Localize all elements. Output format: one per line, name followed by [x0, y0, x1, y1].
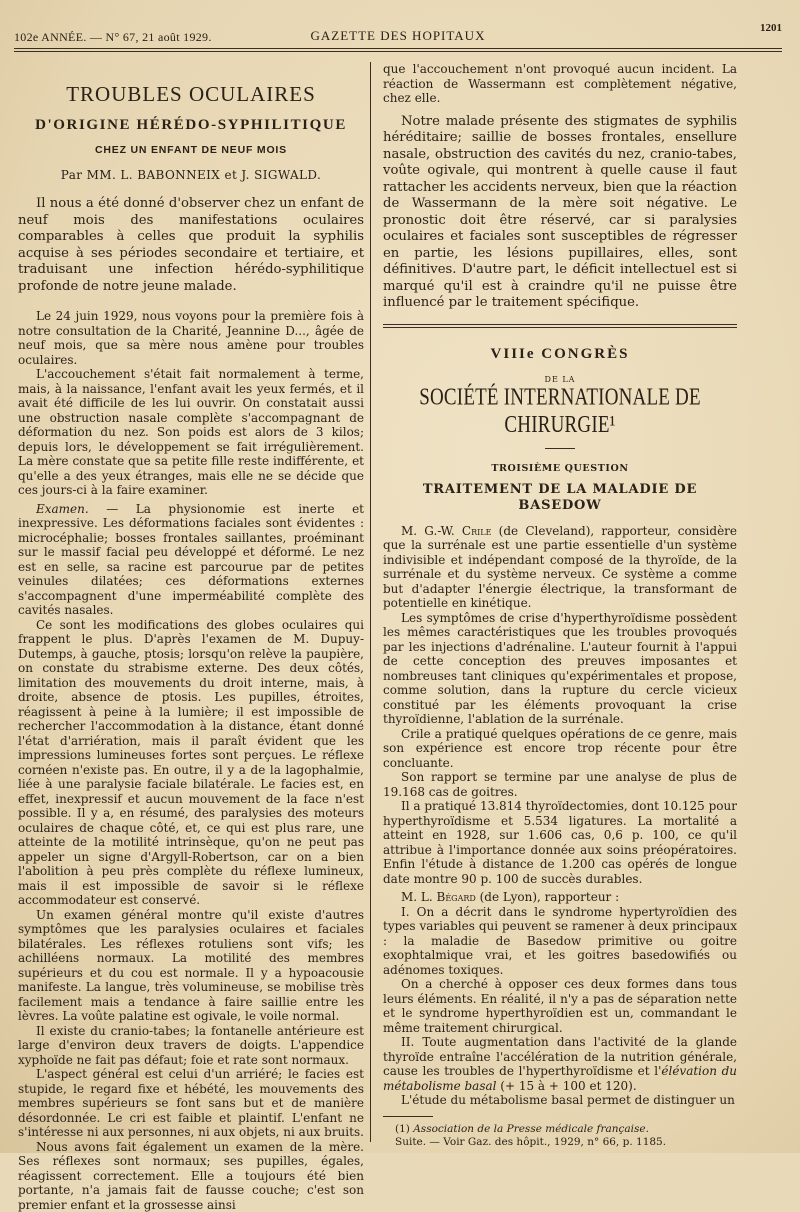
paragraph: [383, 890, 737, 905]
paragraph: Il existe du cranio-tabes; la fontanelle antérieure est large d'environ deux travers de doigts. L'appendice xyphoïde ne fait pas défaut; foie et rate sont normaux.: [18, 1024, 364, 1068]
intro-paragraph: Il nous a été donné d'observer chez un enfant de neuf mois des manifestations oculaires comparables à celles que produit la syphilis acquise à ses périodes secondaire et tertiaire, et traduisant une infection hérédo-syphilitique profonde de notre jeune malade.: [18, 196, 364, 295]
rapporteur-name: M. G.-W. Crile: [401, 524, 491, 538]
paragraph: Ce sont les modifications des globes oculaires qui frappent le plus. D'après l'examen de M. Dupuy-Dutemps, à gauche, ptosis; lorsqu'on relève la paupière, on constate du strabisme externe. Des deux côtés, limitation des mouvements du droit interne, mais, à droite, absence de ptosis. Les pupilles, étroites, réagissent à peine à la lumière; il est impossible de rechercher l'accommodation à la distance, étant donné l'état d'arriération, mais il paraît évident que les impressions lumineuses fortes sont perçues. Le réflexe cornéen n'existe pas. En outre, il y a de la lagophalmie, liée à une paralysie faciale bilatérale. Le facies est, en effet, inexpressif et aucun mouvement de la face n'est possible. Il y a, en résumé, des paralysies des moteurs oculaires de chaque côté, et, ce qui est plus rare, une atteinte de la motilité intrinsèque, qu'on ne peut pas appeler un signe d'Argyll-Robertson, car on a bien l'abolition à peu près complète du réflexe lumineux, mais il est impossible de savoir si le réflexe accommodateur est conservé.: [18, 618, 364, 908]
question-heading: TROISIÈME QUESTION: [383, 463, 737, 474]
article-subtitle: D'ORIGINE HÉRÉDO-SYPHILITIQUE: [18, 117, 364, 134]
paragraph: L'étude du métabolisme basal permet de distinguer un: [383, 1093, 737, 1108]
footnote-number: (1): [395, 1123, 410, 1135]
header-rule: [14, 48, 782, 49]
paragraph: L'accouchement s'était fait normalement à terme, mais, à la naissance, l'enfant avait les yeux fermés, et il avait été difficile de les lui ouvrir. On constatait aussi une obstruction nasale complète s'accompagnant de déformation du nez. Son poids est alors de 3 kilos; depuis lors, le développement se fait irrégulièrement. La mère constate que sa petite fille reste indifférente, et qu'elle a des yeux étranges, mais elle ne se décide que ces jours-ci à la faire examiner.: [18, 367, 364, 498]
text-run-italic: élévation du métabolisme basal: [383, 1064, 737, 1093]
congress-de-la: DE LA: [383, 375, 737, 384]
continued-paragraph: que l'accouchement n'ont provoqué aucun incident. La réaction de Wassermann est complètement négative, chez elle.: [383, 62, 737, 106]
article-subheading: CHEZ UN ENFANT DE NEUF MOIS: [18, 144, 364, 156]
paragraph: [383, 524, 737, 611]
paragraph: [383, 1035, 737, 1093]
paragraph: Son rapport se termine par une analyse de plus de 19.168 cas de goitres.: [383, 770, 737, 799]
paragraph: Crile a pratiqué quelques opérations de ce genre, mais son expérience est encore trop récente pour être concluante.: [383, 727, 737, 771]
paragraph: I. On a décrit dans le syndrome hypertyroïdien des types variables qui peuvent se ramener à deux principaux : la maladie de Basedow primitive ou goitre exophtalmique vrai, et les goitres basedowifiés ou adénomes toxiques.: [383, 905, 737, 978]
paragraph: L'aspect général est celui d'un arriéré; le facies est stupide, le regard fixe et hébété, les mouvements des membres supérieurs se font sans but et de manière désordonnée. Le cri est faible et plaintif. L'enfant ne s'intéresse ni aux personnes, ni aux objets, ni aux bruits.: [18, 1067, 364, 1140]
paragraph: Il a pratiqué 13.814 thyroïdectomies, dont 10.125 pour hyperthyroïdisme et 5.534 ligatures. La mortalité a atteint en 1928, sur 1.606 cas, 0,6 p. 100, ce qu'il attribue à l'importance donnée aux soins préopératoires. Enfin l'étude à distance de 1.200 cas opérés de longue date montre 90 p. 100 de succès durables.: [383, 799, 737, 886]
paragraph: [18, 502, 364, 618]
left-column: [18, 62, 364, 1212]
page-header: [14, 22, 782, 46]
paragraph: Un examen général montre qu'il existe d'autres symptômes que les paralysies oculaires et faciales bilatérales. Les réflexes rotuliens sont vifs; les achilléens normaux. La motilité des membres supérieurs et du cou est normale. Il y a hypoacousie manifeste. La langue, très volumineuse, se mobilise très facilement mais a tendance à faire saillie entre les lèvres. La voûte palatine est ogivale, le voile normal.: [18, 908, 364, 1024]
column-divider: [370, 62, 371, 1142]
right-column: [383, 62, 737, 1149]
journal-title: GAZETTE DES HOPITAUX: [14, 28, 782, 44]
article-title: TROUBLES OCULAIRES: [18, 82, 364, 107]
rapporteur-text: (de Cleveland), rapporteur, considère que la surrénale est une partie essentielle d'un système indivisible et indépendant composé de la thyroïde, de la surrénale et du système nerveux. Ce système a comme but d'adapter l'énergie électrique, la transformant de potentielle en kinétique.: [383, 524, 737, 611]
conclusion-paragraph: Notre malade présente des stigmates de syphilis héréditaire; saillie de bosses frontales, ensellure nasale, obstruction des cavités du nez, cranio-tabes, voûte ogivale, qui montrent à quelle cause il faut rattacher les accidents nerveux, bien que la réaction de Wassermann de la mère soit négative. Le pronostic doit être réservé, car si paralysies oculaires et faciales sont susceptibles de régresser en partie, les lésions pupillaires, elles, sont définitives. D'autre part, le déficit intellectuel est si marqué qu'il est à craindre qu'il ne puisse être influencé par le traitement spécifique.: [383, 114, 737, 312]
footnote: [383, 1123, 737, 1149]
page-number: 1201: [760, 22, 782, 34]
section-rule: [383, 324, 737, 328]
paragraph: On a cherché à opposer ces deux formes dans tous leurs éléments. En réalité, il n'y a pas de séparation nette et le syndrome hyperthyroïdien est un, commandant le même traitement chirurgical.: [383, 977, 737, 1035]
rapporteur-name: M. L. Bégard: [401, 890, 476, 904]
short-rule: [545, 448, 575, 449]
paragraph: Les symptômes de crise d'hyperthyroïdisme possèdent les mêmes caractéristiques que les troubles provoqués par les injections d'adrénaline. L'auteur fournit à l'appui de cette conception des preuves imposantes et nombreuses tant cliniques qu'expérimentales et propose, comme solution, dans la rupture du cercle vicieux constitué par les éléments provoquant la crise thyroïdienne, l'ablation de la surrénale.: [383, 611, 737, 727]
footnote-suite: Suite. — Voir Gaz. des hôpit., 1929, n° 66, p. 1185.: [395, 1136, 737, 1149]
issue-info: 102e ANNÉE. — N° 67, 21 août 1929.: [14, 30, 212, 45]
paragraph: Le 24 juin 1929, nous voyons pour la première fois à notre consultation de la Charité, Jeannine D..., âgée de neuf mois, que sa mère nous amène pour troubles oculaires.: [18, 309, 364, 367]
footnote-rule: [383, 1116, 433, 1117]
congress-title: VIIIe CONGRÈS: [383, 346, 737, 363]
header-rule-2: [14, 51, 782, 52]
section-title: TRAITEMENT DE LA MALADIE DE BASEDOW: [383, 482, 737, 514]
society-title: SOCIÉTÉ INTERNATIONALE DE CHIRURGIE¹: [383, 384, 737, 439]
rapporteur-text: (de Lyon), rapporteur :: [476, 890, 619, 904]
text-run: (+ 15 à + 100 et 120).: [496, 1079, 636, 1093]
examen-text: — La physionomie est inerte et inexpressive. Les déformations faciales sont évidentes : microcéphalie; bosses frontales saillantes, proéminant sur le massif facial peu développé et déformé. Le nez est en selle, sa racine est parcourue par de petites veinules dilatées; ces déformations externes s'accompagnent d'une imperméabilité complète des cavités nasales.: [18, 502, 364, 618]
paragraph: Nous avons fait également un examen de la mère. Ses réflexes sont normaux; ses pupilles, égales, réagissent correctement. Elle a toujours été bien portante, n'a jamais fait de fausse couche; c'est son premier enfant et la grossesse ainsi: [18, 1140, 364, 1212]
examen-label: Examen.: [36, 502, 89, 516]
article-authors: Par MM. L. BABONNEIX et J. SIGWALD.: [18, 168, 364, 182]
text-run: II. Toute augmentation dans l'activité de la glande thyroïde entraîne l'accélération de la nutrition générale, cause les troubles de l'hyperthyroïdisme et l': [383, 1035, 737, 1078]
footnote-text: Association de la Presse médicale française.: [413, 1123, 649, 1135]
